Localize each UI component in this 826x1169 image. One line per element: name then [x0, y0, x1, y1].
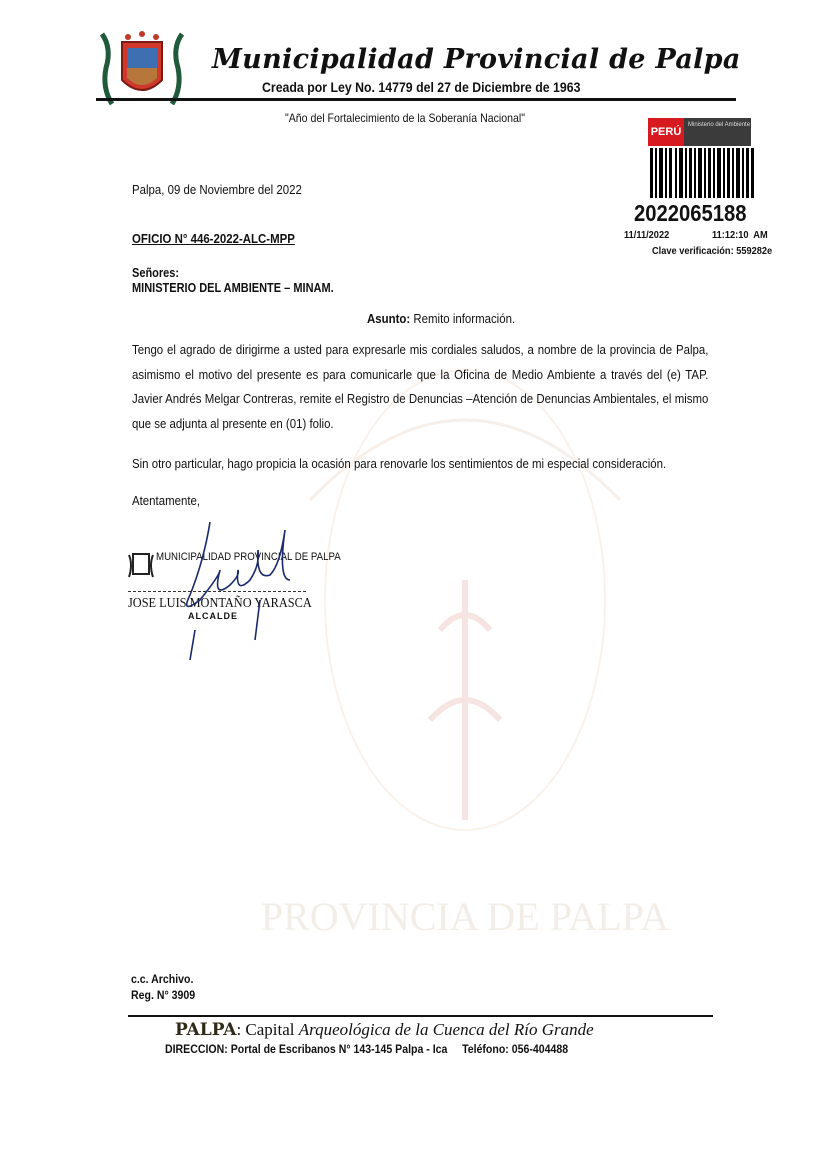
ministry-label: Ministerio del Ambiente [684, 118, 751, 146]
svg-text:PROVINCIA DE PALPA: PROVINCIA DE PALPA [260, 894, 670, 939]
footer-address: DIRECCION: Portal de Escribanos N° 143-145 Palpa - Ica [165, 1042, 448, 1056]
closing-paragraph: Sin otro particular, hago propicia la ocasión para renovarle los sentimientos de mi especial consideración. [132, 456, 667, 471]
stamp-crest-icon [128, 551, 154, 579]
municipality-title: Municipalidad Provincial de Palpa [212, 44, 741, 75]
footer-phone: Teléfono: 056-404488 [462, 1042, 569, 1056]
year-motto: "Año del Fortalecimiento de la Soberanía Nacional" [285, 111, 525, 125]
place-date: Palpa, 09 de Noviembre del 2022 [132, 182, 302, 197]
signature-stamp-text: MUNICIPALIDAD PROVINCIAL DE PALPA [156, 551, 341, 563]
municipality-crest-logo [98, 28, 186, 108]
subject-line [367, 311, 535, 326]
subject-label: Asunto: [367, 311, 411, 326]
register-number: 2022065188 [634, 200, 747, 226]
footer-capital: : Capital [236, 1020, 299, 1039]
footer-contact [165, 1042, 623, 1056]
handwritten-signature [160, 520, 320, 660]
letter-body: Tengo el agrado de dirigirme a usted para expresarle mis cordiales saludos, a nombre de la provincia de Palpa, asimismo el motivo del presente es para comunicarle que la Oficina de Medio Ambiente a través del (e) TAP. Javier Andrés Melgar Contreras, remite el Registro de Denuncias –Atención de Denuncias Ambientales, el mismo que se adjunta al presente en (01) folio. [132, 342, 709, 431]
peru-label: PERÚ [648, 118, 684, 146]
salutation: Señores: [132, 266, 180, 280]
footer-palpa: PALPA [175, 1020, 237, 1040]
subject-text: Remito información. [413, 311, 516, 326]
register-time: 11:12:10 AM [712, 229, 768, 241]
recipient: MINISTERIO DEL AMBIENTE – MINAM. [132, 281, 334, 295]
registry-number: Reg. N° 3909 [131, 988, 196, 1002]
cc-archive: c.c. Archivo. [131, 972, 194, 986]
verification-key: Clave verificación: 559282e [652, 245, 773, 257]
creation-law: Creada por Ley No. 14779 del 27 de Diciembre de 1963 [262, 79, 581, 95]
signer-name: JOSE LUIS MONTAÑO YARASCA [128, 596, 312, 611]
sign-off: Atentamente, [132, 493, 201, 508]
barcode [650, 148, 754, 198]
header-divider [96, 98, 736, 101]
footer-divider [128, 1015, 713, 1017]
register-date: 11/11/2022 [624, 229, 670, 241]
footer-tagline-text: Arqueológica de la Cuenca del Río Grande [298, 1020, 594, 1039]
signer-role: ALCALDE [188, 611, 238, 621]
document-reference: OFICIO N° 446-2022-ALC-MPP [132, 231, 295, 246]
minam-logo [648, 118, 751, 146]
footer-tagline [175, 1020, 594, 1040]
